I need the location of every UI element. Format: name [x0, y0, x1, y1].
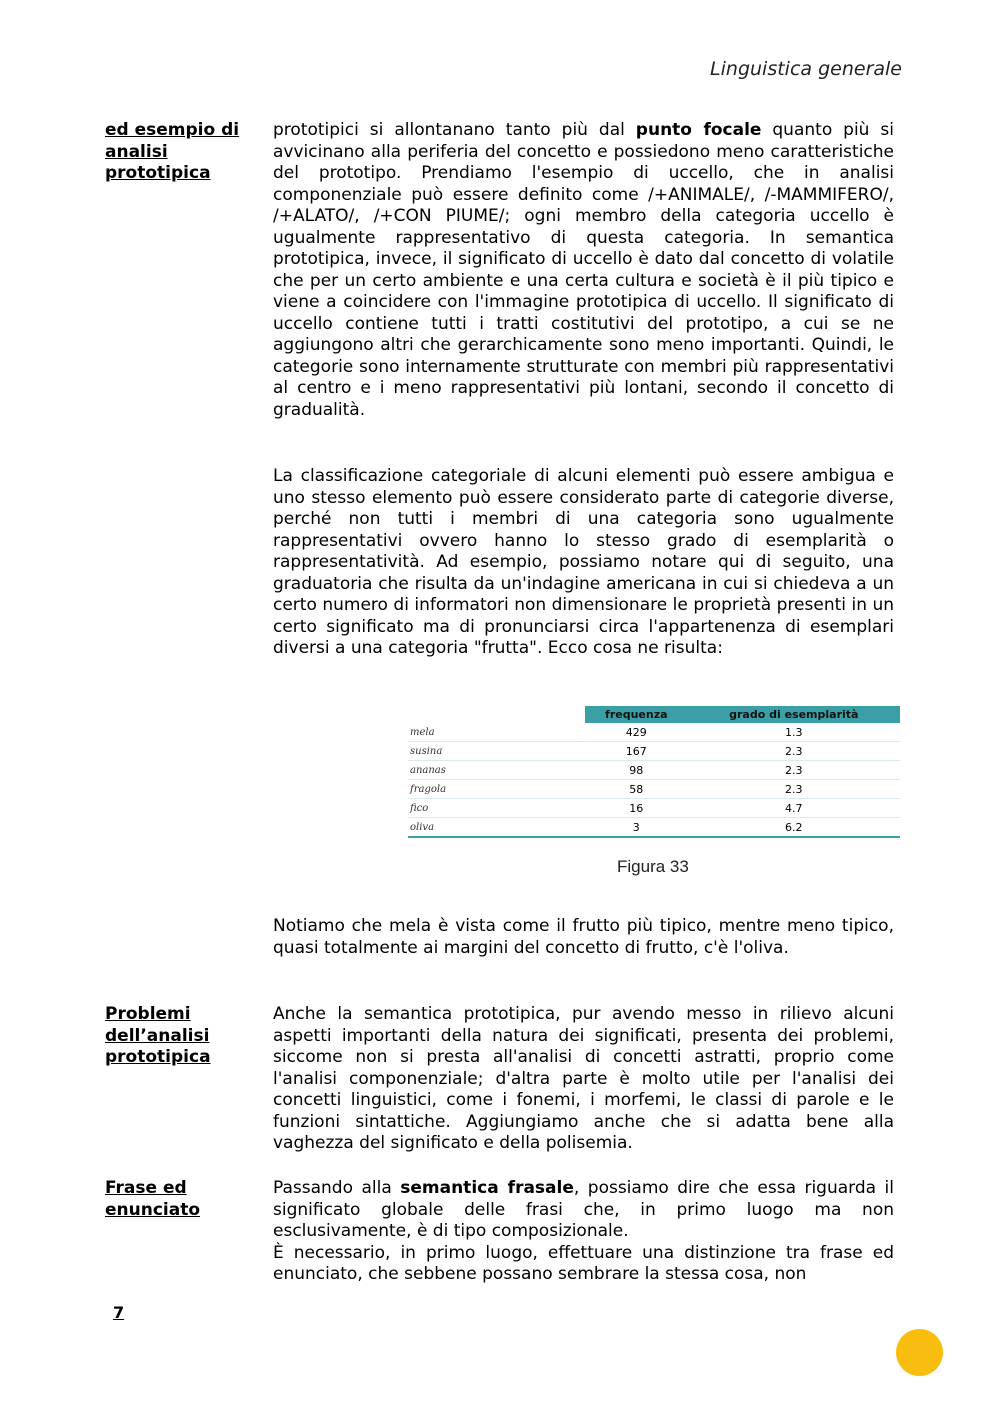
table-row — [408, 780, 900, 799]
table-header-frequency: frequenza — [585, 706, 688, 723]
paragraph-text: Notiamo che mela è vista come il frutto più tipico, mentre meno tipico, quasi totalmente ai margini del concetto di frutto, c'è l'oliva. — [273, 916, 894, 958]
table-cell-grade: 4.7 — [688, 799, 900, 818]
table-row — [408, 761, 900, 780]
bold-term-semantica-frasale: semantica frasale — [400, 1178, 574, 1198]
running-header: Linguistica generale — [710, 58, 902, 80]
table-cell-item: fico — [408, 799, 585, 818]
text-run: quanto più si avvicinano alla periferia del concetto e possiedono meno caratteristiche del prototipo. Prendiamo l'esempio di uccello, che in analisi componenziale può essere definito come /+ANIMALE/, /-MAMMIFERO/, /+ALATO/, /+CON PIUME/; ogni membro della categoria uccello è ugualmente rappresentativo di questa categoria. In semantica prototipica, invece, il significato di uccello è dato dal concetto di volatile che per un certo ambiente e una certa cultura e società è il più tipico e viene a coincidere con l'immagine prototipica di uccello. Il significato di uccello contiene tutti i tratti costitutivi del prototipo, a cui se ne aggiungono altri che gerarchicamente sono meno importanti. Quindi, le categorie sono internamente strutturate con membri più rappresentativi al centro e i meno rappresentativi più lontani, secondo il concetto di gradualità. — [273, 120, 894, 420]
table-row — [408, 723, 900, 742]
table-cell-grade: 1.3 — [688, 723, 900, 742]
table-row — [408, 818, 900, 838]
table-cell-freq: 167 — [585, 742, 688, 761]
paragraph-text: Anche la semantica prototipica, pur avendo messo in rilievo alcuni aspetti importanti della natura dei significati, presenta dei problemi, siccome non si presta all'analisi di concetti astratti, proprio come l'analisi componenziale; d'altra parte è molto utile per l'analisi dei concetti linguistici, come i fonemi, i morfemi, le classi di parole e le funzioni sintattiche. Aggiungiamo anche che si adatta bene alla vaghezza del significato e della polisemia. — [273, 1004, 894, 1153]
table-cell-freq: 429 — [585, 723, 688, 742]
text-run: , possiamo dire che essa riguarda il significato globale delle frasi che, in primo luogo ma non esclusivamente, è di tipo composizionale. — [273, 1178, 894, 1241]
table-header-row — [408, 706, 900, 723]
yellow-dot-icon — [896, 1329, 943, 1376]
table-cell-grade: 6.2 — [688, 818, 900, 838]
paragraph-prototype-2 — [273, 466, 894, 660]
table-cell-grade: 2.3 — [688, 742, 900, 761]
bold-term-punto-focale: punto focale — [635, 120, 762, 140]
paragraph-prototype-3 — [273, 916, 894, 959]
table-row — [408, 799, 900, 818]
fruit-frequency-table — [408, 706, 900, 838]
table-cell-item: ananas — [408, 761, 585, 780]
table-cell-item: oliva — [408, 818, 585, 838]
paragraph-problems — [273, 1004, 894, 1155]
table-cell-freq: 98 — [585, 761, 688, 780]
section-label-prototype-example: ed esempio di analisi prototipica — [105, 120, 240, 183]
table-header-grade: grado di esemplarità — [688, 706, 900, 723]
paragraph-prototype-1 — [273, 120, 894, 421]
paragraph-text: È necessario, in primo luogo, effettuare una distinzione tra frase ed enunciato, che sebbene possano sembrare la stessa cosa, non — [273, 1242, 894, 1284]
figure-caption: Figura 33 — [617, 857, 689, 876]
table-cell-freq: 16 — [585, 799, 688, 818]
table-cell-freq: 3 — [585, 818, 688, 838]
table-cell-grade: 2.3 — [688, 761, 900, 780]
paragraph-text: La classificazione categoriale di alcuni elementi può essere ambigua e uno stesso elemento può essere considerato parte di categorie diverse, perché non tutti i membri di una categoria sono ugualmente rappresentativi ovvero hanno lo stesso grado di esemplarità o rappresentatività. Ad esempio, possiamo notare qui di seguito, una graduatoria che risulta da un'indagine americana in cui si chiedeva a un certo numero di informatori non dimensionare le proprietà presenti in un certo significato ma di pronunciarsi circa l'appartenenza di esemplari diversi a una categoria "frutta". Ecco cosa ne risulta: — [273, 466, 894, 658]
page-number: 7 — [113, 1303, 125, 1322]
text-run: prototipici si allontanano tanto più dal — [273, 120, 636, 140]
section-label-sentence-utterance: Frase ed enunciato — [105, 1178, 201, 1220]
table-cell-grade: 2.3 — [688, 780, 900, 799]
section-label-problems: Problemi dell’analisi prototipica — [105, 1004, 211, 1067]
text-run: Passando alla — [273, 1178, 401, 1198]
table-header-empty — [408, 706, 585, 723]
paragraph-sentence-semantics — [273, 1178, 894, 1286]
table-cell-item: susina — [408, 742, 585, 761]
table-row — [408, 742, 900, 761]
table-cell-freq: 58 — [585, 780, 688, 799]
table-cell-item: mela — [408, 723, 585, 742]
table-cell-item: fragola — [408, 780, 585, 799]
